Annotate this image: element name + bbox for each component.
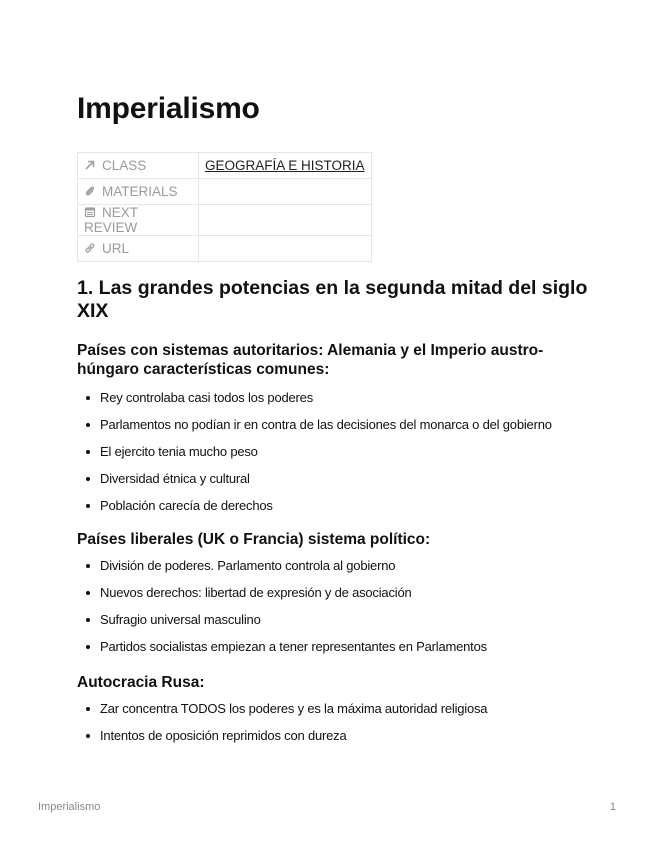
section-heading: 1. Las grandes potencias en la segunda mitad del siglo XIX bbox=[77, 277, 588, 322]
arrow-up-right-icon bbox=[84, 159, 96, 171]
list-item: El ejercito tenia mucho peso bbox=[77, 438, 597, 465]
bullet-list bbox=[77, 695, 597, 749]
property-key bbox=[78, 236, 199, 262]
list-item: Población carecía de derechos bbox=[77, 492, 597, 519]
property-key-label: NEXT REVIEW bbox=[84, 205, 138, 235]
property-value[interactable] bbox=[199, 236, 372, 262]
property-key-label: MATERIALS bbox=[102, 184, 178, 199]
property-row-materials bbox=[78, 179, 372, 205]
list-item: Zar concentra TODOS los poderes y es la máxima autoridad religiosa bbox=[77, 695, 597, 722]
property-row-class bbox=[78, 153, 372, 179]
property-key bbox=[78, 205, 199, 236]
property-row-next-review bbox=[78, 205, 372, 236]
list-item: Intentos de oposición reprimidos con dureza bbox=[77, 722, 597, 749]
property-value[interactable] bbox=[199, 153, 372, 179]
subsection-russian-autocracy bbox=[77, 673, 597, 749]
properties-table bbox=[77, 152, 372, 262]
subsection-heading: Países liberales (UK o Francia) sistema político: bbox=[77, 531, 431, 548]
property-value[interactable] bbox=[199, 179, 372, 205]
subsection-heading: Países con sistemas autoritarios: Alemania y el Imperio austro-húngaro características comunes: bbox=[77, 342, 544, 378]
page-title: Imperialismo bbox=[77, 92, 260, 125]
list-item: División de poderes. Parlamento controla al gobierno bbox=[77, 552, 597, 579]
bullet-list bbox=[77, 552, 597, 660]
property-value[interactable] bbox=[199, 205, 372, 236]
subsection-authoritarian bbox=[77, 341, 597, 519]
property-key bbox=[78, 179, 199, 205]
list-item: Rey controlaba casi todos los poderes bbox=[77, 384, 597, 411]
property-row-url bbox=[78, 236, 372, 262]
list-item: Partidos socialistas empiezan a tener representantes en Parlamentos bbox=[77, 633, 597, 660]
list-item: Parlamentos no podían ir en contra de las decisiones del monarca o del gobierno bbox=[77, 411, 597, 438]
property-key-label: CLASS bbox=[102, 158, 147, 173]
footer-title: Imperialismo bbox=[38, 801, 101, 813]
property-key-label: URL bbox=[102, 241, 130, 256]
list-item: Diversidad étnica y cultural bbox=[77, 465, 597, 492]
subsection-liberal bbox=[77, 530, 597, 660]
calendar-icon bbox=[84, 206, 96, 218]
bullet-list bbox=[77, 384, 597, 519]
subsection-heading: Autocracia Rusa: bbox=[77, 674, 205, 691]
page-number: 1 bbox=[609, 801, 616, 813]
property-key bbox=[78, 153, 199, 179]
paperclip-icon bbox=[84, 185, 96, 197]
class-link[interactable]: GEOGRAFÍA E HISTORIA bbox=[205, 158, 365, 173]
link-icon bbox=[84, 242, 96, 254]
list-item: Sufragio universal masculino bbox=[77, 606, 597, 633]
list-item: Nuevos derechos: libertad de expresión y de asociación bbox=[77, 579, 597, 606]
